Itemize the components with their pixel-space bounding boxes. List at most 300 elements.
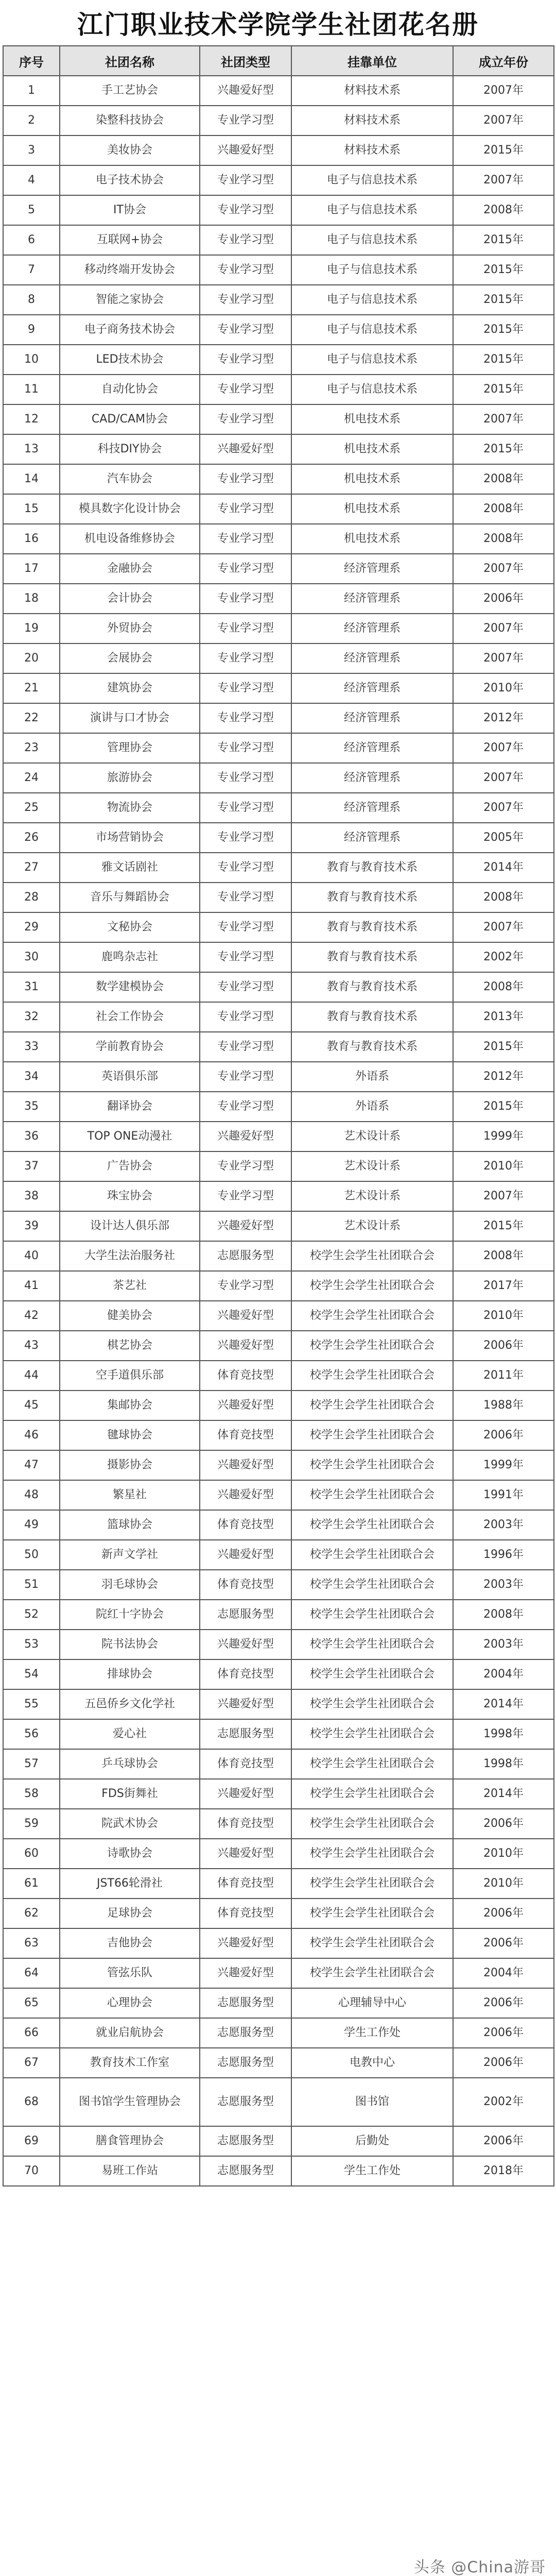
cell-club-name: 棋艺协会 [60, 1331, 200, 1361]
cell-affiliated-unit: 校学生会学生社团联合会 [291, 1958, 453, 1988]
cell-club-name: 空手道俱乐部 [60, 1361, 200, 1391]
cell-index: 22 [3, 703, 60, 733]
cell-affiliated-unit: 艺术设计系 [291, 1151, 453, 1181]
cell-club-type: 兴趣爱好型 [200, 1480, 291, 1510]
cell-club-name: 文秘协会 [60, 912, 200, 942]
cell-founded-year: 2015年 [453, 225, 554, 255]
cell-founded-year: 2008年 [453, 972, 554, 1002]
table-row [3, 1361, 554, 1391]
cell-club-type: 兴趣爱好型 [200, 1540, 291, 1570]
cell-club-type: 专业学习型 [200, 315, 291, 345]
cell-affiliated-unit: 电子与信息技术系 [291, 315, 453, 345]
cell-founded-year: 2005年 [453, 823, 554, 853]
cell-founded-year: 2008年 [453, 883, 554, 912]
cell-founded-year: 2017年 [453, 1271, 554, 1301]
cell-club-name: 社会工作协会 [60, 1002, 200, 1032]
cell-founded-year: 2007年 [453, 165, 554, 195]
table-row [3, 972, 554, 1002]
cell-club-name: 设计达人俱乐部 [60, 1211, 200, 1241]
cell-club-type: 专业学习型 [200, 733, 291, 763]
cell-club-name: IT协会 [60, 195, 200, 225]
cell-club-type: 专业学习型 [200, 823, 291, 853]
table-row [3, 1271, 554, 1301]
cell-founded-year: 2007年 [453, 912, 554, 942]
cell-club-name: 会计协会 [60, 584, 200, 614]
cell-founded-year: 2008年 [453, 524, 554, 554]
cell-club-name: JST66轮滑社 [60, 1869, 200, 1899]
cell-founded-year: 2015年 [453, 345, 554, 375]
club-roster-table [3, 45, 554, 2187]
table-row [3, 1749, 554, 1779]
cell-club-type: 专业学习型 [200, 793, 291, 823]
cell-club-type: 专业学习型 [200, 165, 291, 195]
cell-affiliated-unit: 学生工作处 [291, 2156, 453, 2186]
cell-club-type: 志愿服务型 [200, 2078, 291, 2126]
cell-club-type: 专业学习型 [200, 584, 291, 614]
cell-index: 67 [3, 2048, 60, 2078]
cell-index: 42 [3, 1301, 60, 1331]
cell-club-type: 专业学习型 [200, 225, 291, 255]
cell-affiliated-unit: 电子与信息技术系 [291, 255, 453, 285]
table-row [3, 2048, 554, 2078]
cell-club-type: 体育竞技型 [200, 1420, 291, 1450]
cell-club-name: 管弦乐队 [60, 1958, 200, 1988]
cell-club-type: 兴趣爱好型 [200, 1689, 291, 1719]
cell-index: 24 [3, 763, 60, 793]
cell-club-name: 摄影协会 [60, 1450, 200, 1480]
cell-founded-year: 2003年 [453, 1570, 554, 1600]
cell-club-type: 专业学习型 [200, 1271, 291, 1301]
cell-affiliated-unit: 校学生会学生社团联合会 [291, 1391, 453, 1420]
table-row [3, 1151, 554, 1181]
cell-affiliated-unit: 经济管理系 [291, 673, 453, 703]
cell-index: 49 [3, 1510, 60, 1540]
cell-club-type: 兴趣爱好型 [200, 1630, 291, 1659]
table-row [3, 1600, 554, 1630]
cell-club-name: 繁星社 [60, 1480, 200, 1510]
cell-club-type: 专业学习型 [200, 703, 291, 733]
cell-club-type: 专业学习型 [200, 554, 291, 584]
cell-affiliated-unit: 校学生会学生社团联合会 [291, 1839, 453, 1869]
cell-founded-year: 2007年 [453, 614, 554, 643]
table-row [3, 584, 554, 614]
table-row [3, 2126, 554, 2156]
cell-club-type: 兴趣爱好型 [200, 1122, 291, 1151]
cell-founded-year: 2013年 [453, 1002, 554, 1032]
cell-founded-year: 2006年 [453, 2126, 554, 2156]
cell-index: 30 [3, 942, 60, 972]
cell-index: 6 [3, 225, 60, 255]
cell-club-name: 图书馆学生管理协会 [60, 2078, 200, 2126]
cell-index: 19 [3, 614, 60, 643]
cell-founded-year: 2008年 [453, 1241, 554, 1271]
cell-affiliated-unit: 校学生会学生社团联合会 [291, 1719, 453, 1749]
cell-index: 21 [3, 673, 60, 703]
table-row [3, 2018, 554, 2048]
cell-club-name: 染整科技协会 [60, 106, 200, 135]
header-club-name: 社团名称 [60, 46, 200, 76]
cell-affiliated-unit: 教育与教育技术系 [291, 853, 453, 883]
cell-club-name: LED技术协会 [60, 345, 200, 375]
table-row [3, 1719, 554, 1749]
table-row [3, 135, 554, 165]
cell-founded-year: 2006年 [453, 1809, 554, 1839]
table-row [3, 106, 554, 135]
cell-affiliated-unit: 机电技术系 [291, 404, 453, 434]
cell-club-type: 兴趣爱好型 [200, 1331, 291, 1361]
cell-founded-year: 2006年 [453, 2048, 554, 2078]
cell-index: 29 [3, 912, 60, 942]
cell-club-type: 专业学习型 [200, 494, 291, 524]
cell-index: 55 [3, 1689, 60, 1719]
cell-founded-year: 2015年 [453, 135, 554, 165]
table-row [3, 1391, 554, 1420]
table-row [3, 1958, 554, 1988]
cell-index: 62 [3, 1899, 60, 1928]
table-row [3, 494, 554, 524]
cell-index: 15 [3, 494, 60, 524]
cell-club-type: 志愿服务型 [200, 2126, 291, 2156]
header-index: 序号 [3, 46, 60, 76]
cell-club-type: 专业学习型 [200, 1151, 291, 1181]
cell-club-name: 院书法协会 [60, 1630, 200, 1659]
cell-affiliated-unit: 校学生会学生社团联合会 [291, 1480, 453, 1510]
cell-affiliated-unit: 教育与教育技术系 [291, 972, 453, 1002]
cell-founded-year: 2008年 [453, 1600, 554, 1630]
table-row [3, 1779, 554, 1809]
table-row [3, 942, 554, 972]
cell-founded-year: 2010年 [453, 1151, 554, 1181]
cell-club-type: 兴趣爱好型 [200, 1211, 291, 1241]
cell-founded-year: 2007年 [453, 733, 554, 763]
table-row [3, 404, 554, 434]
cell-club-name: FDS街舞社 [60, 1779, 200, 1809]
cell-index: 12 [3, 404, 60, 434]
table-row [3, 1032, 554, 1062]
cell-club-type: 专业学习型 [200, 673, 291, 703]
cell-club-type: 志愿服务型 [200, 1719, 291, 1749]
cell-index: 35 [3, 1092, 60, 1122]
cell-club-type: 兴趣爱好型 [200, 1839, 291, 1869]
cell-club-name: 心理协会 [60, 1988, 200, 2018]
table-row [3, 1659, 554, 1689]
cell-club-name: 管理协会 [60, 733, 200, 763]
cell-club-name: 羽毛球协会 [60, 1570, 200, 1600]
cell-club-type: 专业学习型 [200, 1062, 291, 1092]
cell-index: 48 [3, 1480, 60, 1510]
table-row [3, 1062, 554, 1092]
cell-affiliated-unit: 校学生会学生社团联合会 [291, 1659, 453, 1689]
cell-club-type: 专业学习型 [200, 345, 291, 375]
cell-affiliated-unit: 艺术设计系 [291, 1181, 453, 1211]
cell-founded-year: 2006年 [453, 1928, 554, 1958]
cell-affiliated-unit: 电子与信息技术系 [291, 165, 453, 195]
cell-club-name: 汽车协会 [60, 464, 200, 494]
cell-club-type: 专业学习型 [200, 1002, 291, 1032]
cell-club-type: 专业学习型 [200, 912, 291, 942]
cell-club-type: 专业学习型 [200, 643, 291, 673]
cell-founded-year: 2006年 [453, 1331, 554, 1361]
cell-club-type: 体育竞技型 [200, 1570, 291, 1600]
cell-founded-year: 1998年 [453, 1749, 554, 1779]
cell-club-name: 广告协会 [60, 1151, 200, 1181]
table-row [3, 1450, 554, 1480]
cell-club-name: 移动终端开发协会 [60, 255, 200, 285]
cell-founded-year: 2015年 [453, 434, 554, 464]
cell-affiliated-unit: 材料技术系 [291, 106, 453, 135]
cell-founded-year: 2003年 [453, 1630, 554, 1659]
cell-club-type: 兴趣爱好型 [200, 1391, 291, 1420]
cell-founded-year: 2007年 [453, 793, 554, 823]
cell-index: 52 [3, 1600, 60, 1630]
cell-club-name: 翻译协会 [60, 1092, 200, 1122]
cell-club-type: 专业学习型 [200, 763, 291, 793]
cell-affiliated-unit: 教育与教育技术系 [291, 1032, 453, 1062]
cell-club-name: 科技DIY协会 [60, 434, 200, 464]
cell-index: 69 [3, 2126, 60, 2156]
cell-founded-year: 2015年 [453, 1092, 554, 1122]
cell-club-name: 集邮协会 [60, 1391, 200, 1420]
cell-founded-year: 2002年 [453, 2078, 554, 2126]
table-row [3, 345, 554, 375]
cell-club-name: 会展协会 [60, 643, 200, 673]
cell-affiliated-unit: 校学生会学生社团联合会 [291, 1809, 453, 1839]
cell-club-type: 兴趣爱好型 [200, 1958, 291, 1988]
cell-founded-year: 1988年 [453, 1391, 554, 1420]
header-founded-year: 成立年份 [453, 46, 554, 76]
table-row [3, 823, 554, 853]
table-row [3, 1570, 554, 1600]
cell-affiliated-unit: 电子与信息技术系 [291, 285, 453, 315]
cell-founded-year: 2010年 [453, 1839, 554, 1869]
cell-affiliated-unit: 校学生会学生社团联合会 [291, 1510, 453, 1540]
cell-founded-year: 2004年 [453, 1659, 554, 1689]
cell-affiliated-unit: 心理辅导中心 [291, 1988, 453, 2018]
cell-index: 36 [3, 1122, 60, 1151]
table-row [3, 76, 554, 106]
cell-founded-year: 2006年 [453, 1988, 554, 2018]
table-row [3, 255, 554, 285]
table-row [3, 165, 554, 195]
cell-affiliated-unit: 校学生会学生社团联合会 [291, 1869, 453, 1899]
cell-affiliated-unit: 校学生会学生社团联合会 [291, 1630, 453, 1659]
cell-founded-year: 1999年 [453, 1450, 554, 1480]
table-row [3, 1420, 554, 1450]
cell-club-type: 专业学习型 [200, 1181, 291, 1211]
cell-club-type: 志愿服务型 [200, 1241, 291, 1271]
cell-club-name: 数学建模协会 [60, 972, 200, 1002]
table-row [3, 793, 554, 823]
cell-club-type: 专业学习型 [200, 853, 291, 883]
cell-affiliated-unit: 艺术设计系 [291, 1211, 453, 1241]
cell-club-type: 专业学习型 [200, 1092, 291, 1122]
cell-affiliated-unit: 校学生会学生社团联合会 [291, 1271, 453, 1301]
cell-founded-year: 2015年 [453, 1032, 554, 1062]
cell-affiliated-unit: 校学生会学生社团联合会 [291, 1570, 453, 1600]
table-row [3, 673, 554, 703]
cell-club-name: 乒乓球协会 [60, 1749, 200, 1779]
cell-club-type: 志愿服务型 [200, 2156, 291, 2186]
table-row [3, 1301, 554, 1331]
cell-club-name: 学前教育协会 [60, 1032, 200, 1062]
cell-club-name: 教育技术工作室 [60, 2048, 200, 2078]
cell-index: 38 [3, 1181, 60, 1211]
table-row [3, 1181, 554, 1211]
cell-affiliated-unit: 校学生会学生社团联合会 [291, 1928, 453, 1958]
cell-affiliated-unit: 校学生会学生社团联合会 [291, 1301, 453, 1331]
cell-founded-year: 2012年 [453, 1062, 554, 1092]
cell-affiliated-unit: 教育与教育技术系 [291, 942, 453, 972]
cell-founded-year: 2002年 [453, 942, 554, 972]
cell-club-type: 兴趣爱好型 [200, 434, 291, 464]
table-row [3, 315, 554, 345]
cell-club-type: 体育竞技型 [200, 1899, 291, 1928]
cell-founded-year: 2004年 [453, 1958, 554, 1988]
cell-club-name: 院武术协会 [60, 1809, 200, 1839]
cell-club-name: 物流协会 [60, 793, 200, 823]
cell-affiliated-unit: 校学生会学生社团联合会 [291, 1450, 453, 1480]
cell-club-name: 足球协会 [60, 1899, 200, 1928]
table-row [3, 1510, 554, 1540]
table-row [3, 375, 554, 404]
cell-club-type: 体育竞技型 [200, 1869, 291, 1899]
cell-index: 4 [3, 165, 60, 195]
cell-index: 14 [3, 464, 60, 494]
cell-affiliated-unit: 后勤处 [291, 2126, 453, 2156]
cell-affiliated-unit: 教育与教育技术系 [291, 912, 453, 942]
header-affiliated-unit: 挂靠单位 [291, 46, 453, 76]
cell-club-name: 手工艺协会 [60, 76, 200, 106]
cell-club-name: TOP ONE动漫社 [60, 1122, 200, 1151]
cell-founded-year: 2007年 [453, 643, 554, 673]
cell-index: 27 [3, 853, 60, 883]
cell-affiliated-unit: 材料技术系 [291, 135, 453, 165]
table-row [3, 853, 554, 883]
cell-index: 43 [3, 1331, 60, 1361]
cell-index: 57 [3, 1749, 60, 1779]
cell-club-type: 志愿服务型 [200, 2048, 291, 2078]
cell-affiliated-unit: 电子与信息技术系 [291, 345, 453, 375]
cell-index: 39 [3, 1211, 60, 1241]
cell-club-type: 兴趣爱好型 [200, 1928, 291, 1958]
cell-index: 54 [3, 1659, 60, 1689]
cell-index: 9 [3, 315, 60, 345]
table-row [3, 1988, 554, 2018]
cell-club-type: 专业学习型 [200, 942, 291, 972]
cell-club-name: 机电设备维修协会 [60, 524, 200, 554]
cell-club-type: 专业学习型 [200, 106, 291, 135]
table-row [3, 1002, 554, 1032]
cell-club-name: 音乐与舞蹈协会 [60, 883, 200, 912]
cell-club-name: 茶艺社 [60, 1271, 200, 1301]
page-title: 江门职业技术学院学生社团花名册 [77, 10, 479, 40]
table-header-row [3, 46, 554, 76]
cell-founded-year: 2007年 [453, 763, 554, 793]
cell-club-type: 专业学习型 [200, 972, 291, 1002]
table-row [3, 883, 554, 912]
cell-affiliated-unit: 外语系 [291, 1092, 453, 1122]
table-row [3, 1869, 554, 1899]
cell-affiliated-unit: 材料技术系 [291, 76, 453, 106]
cell-founded-year: 2008年 [453, 464, 554, 494]
cell-index: 70 [3, 2156, 60, 2186]
cell-founded-year: 2010年 [453, 1301, 554, 1331]
cell-index: 40 [3, 1241, 60, 1271]
cell-club-type: 体育竞技型 [200, 1749, 291, 1779]
cell-club-name: 吉他协会 [60, 1928, 200, 1958]
cell-index: 7 [3, 255, 60, 285]
cell-index: 53 [3, 1630, 60, 1659]
cell-affiliated-unit: 经济管理系 [291, 763, 453, 793]
table-row [3, 225, 554, 255]
cell-club-name: 排球协会 [60, 1659, 200, 1689]
cell-index: 41 [3, 1271, 60, 1301]
cell-index: 56 [3, 1719, 60, 1749]
cell-club-name: 诗歌协会 [60, 1839, 200, 1869]
cell-affiliated-unit: 校学生会学生社团联合会 [291, 1420, 453, 1450]
cell-club-name: 院红十字协会 [60, 1600, 200, 1630]
table-row [3, 1839, 554, 1869]
cell-founded-year: 2007年 [453, 404, 554, 434]
cell-club-name: 五邑侨乡文化学社 [60, 1689, 200, 1719]
cell-club-name: 新声文学社 [60, 1540, 200, 1570]
cell-index: 58 [3, 1779, 60, 1809]
cell-founded-year: 1998年 [453, 1719, 554, 1749]
watermark: 头条 @China游哥 [413, 2558, 546, 2576]
cell-club-type: 兴趣爱好型 [200, 76, 291, 106]
cell-club-type: 志愿服务型 [200, 1988, 291, 2018]
cell-founded-year: 2006年 [453, 1420, 554, 1450]
table-row [3, 1540, 554, 1570]
cell-founded-year: 2014年 [453, 853, 554, 883]
cell-club-type: 专业学习型 [200, 1032, 291, 1062]
cell-founded-year: 1996年 [453, 1540, 554, 1570]
cell-club-type: 体育竞技型 [200, 1809, 291, 1839]
cell-founded-year: 2015年 [453, 1211, 554, 1241]
table-row [3, 464, 554, 494]
cell-club-name: 爱心社 [60, 1719, 200, 1749]
cell-affiliated-unit: 电子与信息技术系 [291, 375, 453, 404]
table-row [3, 1122, 554, 1151]
cell-index: 60 [3, 1839, 60, 1869]
cell-affiliated-unit: 学生工作处 [291, 2018, 453, 2048]
cell-founded-year: 2008年 [453, 494, 554, 524]
cell-affiliated-unit: 经济管理系 [291, 823, 453, 853]
cell-index: 51 [3, 1570, 60, 1600]
table-row [3, 1809, 554, 1839]
table-row [3, 1480, 554, 1510]
cell-club-name: 外贸协会 [60, 614, 200, 643]
table-row [3, 524, 554, 554]
cell-club-name: 毽球协会 [60, 1420, 200, 1450]
cell-index: 46 [3, 1420, 60, 1450]
cell-club-name: 英语俱乐部 [60, 1062, 200, 1092]
cell-index: 44 [3, 1361, 60, 1391]
cell-affiliated-unit: 经济管理系 [291, 703, 453, 733]
table-row [3, 1331, 554, 1361]
cell-club-name: 演讲与口才协会 [60, 703, 200, 733]
cell-index: 13 [3, 434, 60, 464]
cell-index: 32 [3, 1002, 60, 1032]
cell-index: 61 [3, 1869, 60, 1899]
table-row [3, 2078, 554, 2126]
cell-affiliated-unit: 电子与信息技术系 [291, 225, 453, 255]
table-row [3, 1689, 554, 1719]
cell-index: 26 [3, 823, 60, 853]
cell-club-type: 志愿服务型 [200, 2018, 291, 2048]
table-row [3, 1211, 554, 1241]
cell-affiliated-unit: 经济管理系 [291, 793, 453, 823]
